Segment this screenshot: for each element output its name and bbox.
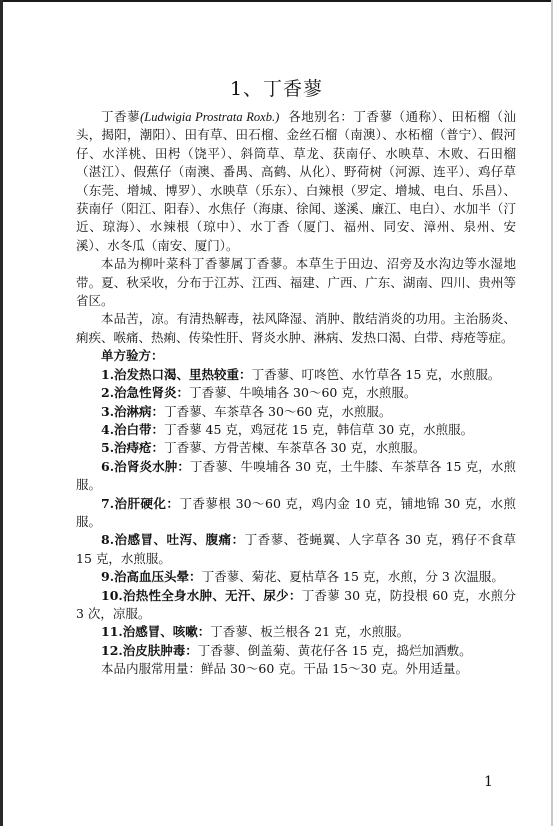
remedy-item — [76, 642, 516, 660]
remedy-item — [76, 458, 516, 495]
remedy-indication: 7.治肝硬化： — [101, 495, 180, 511]
latin-name: (Ludwigia Prostrata Roxb.) — [140, 110, 280, 124]
remedy-prescription: 丁香蓼、板兰根各 21 克，水煎服。 — [210, 624, 410, 640]
dosage-paragraph: 本品内服常用量：鲜品 30～60 克。干品 15～30 克。外用适量。 — [101, 661, 469, 677]
remedy-prescription: 丁香蓼、方骨苦楝、车茶草各 30 克，水煎服。 — [164, 440, 426, 456]
remedy-item — [76, 403, 516, 421]
remedies-heading: 单方验方： — [101, 348, 164, 364]
remedy-prescription: 丁香蓼 30 克，防投根 60 克，水煎分 3 次，凉服。 — [76, 587, 516, 621]
remedy-prescription: 丁香蓼、倒盖菊、黄花仔各 15 克，捣烂加酒敷。 — [197, 642, 472, 658]
herb-name: 丁香蓼 — [101, 109, 141, 124]
remedy-indication: 1.治发热口渴、里热较重： — [101, 366, 252, 382]
remedy-prescription: 丁香蓼、苍蝇翼、人字草各 30 克，鸦仔不食草 15 克，水煎服。 — [76, 532, 516, 566]
remedy-list — [76, 366, 516, 661]
remedy-item — [76, 366, 516, 384]
remedy-indication: 11.治感冒、咳嗽： — [101, 624, 211, 640]
remedy-item — [76, 384, 516, 402]
remedy-indication: 2.治急性肾炎： — [101, 385, 190, 401]
remedy-prescription: 丁香蓼、车茶草各 30～60 克，水煎服。 — [164, 403, 392, 419]
remedy-indication: 3.治淋病： — [101, 403, 165, 419]
remedy-indication: 5.治痔疮： — [101, 440, 165, 456]
remedy-indication: 9.治高血压头晕： — [101, 569, 202, 585]
remedy-indication: 6.治肾炎水肿： — [101, 458, 190, 474]
remedy-item — [76, 495, 516, 532]
remedy-prescription: 丁香蓼、菊花、夏枯草各 15 克，水煎，分 3 次温服。 — [201, 569, 504, 585]
remedy-prescription: 丁香蓼 45 克，鸡冠花 15 克，韩信草 30 克，水煎服。 — [164, 421, 474, 437]
remedy-prescription: 丁香蓼、牛唤埔各 30～60 克，水煎服。 — [189, 385, 417, 401]
remedy-indication: 8.治感冒、吐泻、腹痛： — [101, 532, 245, 548]
remedy-item — [76, 531, 516, 568]
remedy-indication: 10.治热性全身水肿、无汗、尿少： — [101, 587, 302, 603]
remedy-indication: 4.治白带： — [101, 421, 165, 437]
intro-paragraph — [76, 108, 516, 255]
remedy-indication: 12.治皮肤肿毒： — [101, 642, 198, 658]
page-title: 1、丁香蓼 — [229, 78, 324, 100]
page-number: 1 — [484, 774, 493, 790]
aliases-text: 各地别名：丁香蓼（通称）、田柘榴（汕头，揭阳，潮阳）、田有草、田石榴、金丝石榴（南澳）、水柘榴（普宁）、假河仔、水洋桃、田枵（饶平）、斜筒草、草龙、获南仔、水映草、木败、石田榴（湛江）、假蕉仔（南澳、番禺、高鹤、从化）、野荷树（河源、连平）、鸡仔草（东莞、增城、博罗）、水映草（乐东）、白辣根（罗定、增城、电白、乐昌）、获南仔（阳江、阳春）、水焦仔（海康、徐闻、遂溪、廉江、电白）、水加半（汀近、琼海）、水辣根（琼中）、水丁香（厦门、福州、同安、漳州、泉州、安溪）、水冬瓜（南安、厦门）。 — [76, 109, 516, 253]
remedy-item — [76, 568, 516, 586]
scan-border-top — [0, 0, 553, 2]
remedy-prescription: 丁香蓼、叮咚笆、水竹草各 15 克，水煎服。 — [251, 366, 501, 382]
properties-paragraph: 本品苦，凉。有清热解毒，祛风降湿、消肿、散结消炎的功用。主治肠炎、痢疾、喉痛、热痢、传染性肝、肾炎水肿、淋病、发热口渴、白带、痔疮等症。 — [76, 311, 516, 345]
scan-border-left — [0, 0, 3, 826]
remedy-prescription: 丁香蓼根 30～60 克，鸡内金 10 克，铺地锦 30 克，水煎服。 — [76, 495, 516, 529]
remedy-item — [76, 587, 516, 624]
article-body — [76, 108, 516, 679]
remedy-item — [76, 421, 516, 439]
remedy-prescription: 丁香蓼、牛嗅埔各 30 克，土牛膝、车茶草各 15 克，水煎服。 — [76, 458, 516, 493]
remedy-item — [76, 439, 516, 457]
remedy-item — [76, 623, 516, 641]
habitat-paragraph: 本品为柳叶菜科丁香蓼属丁香蓼。本草生于田边、沼旁及水沟边等水湿地带。夏、秋采收，分布于江苏、江西、福建、广西、广东、湖南、四川、贵州等省区。 — [76, 256, 516, 309]
